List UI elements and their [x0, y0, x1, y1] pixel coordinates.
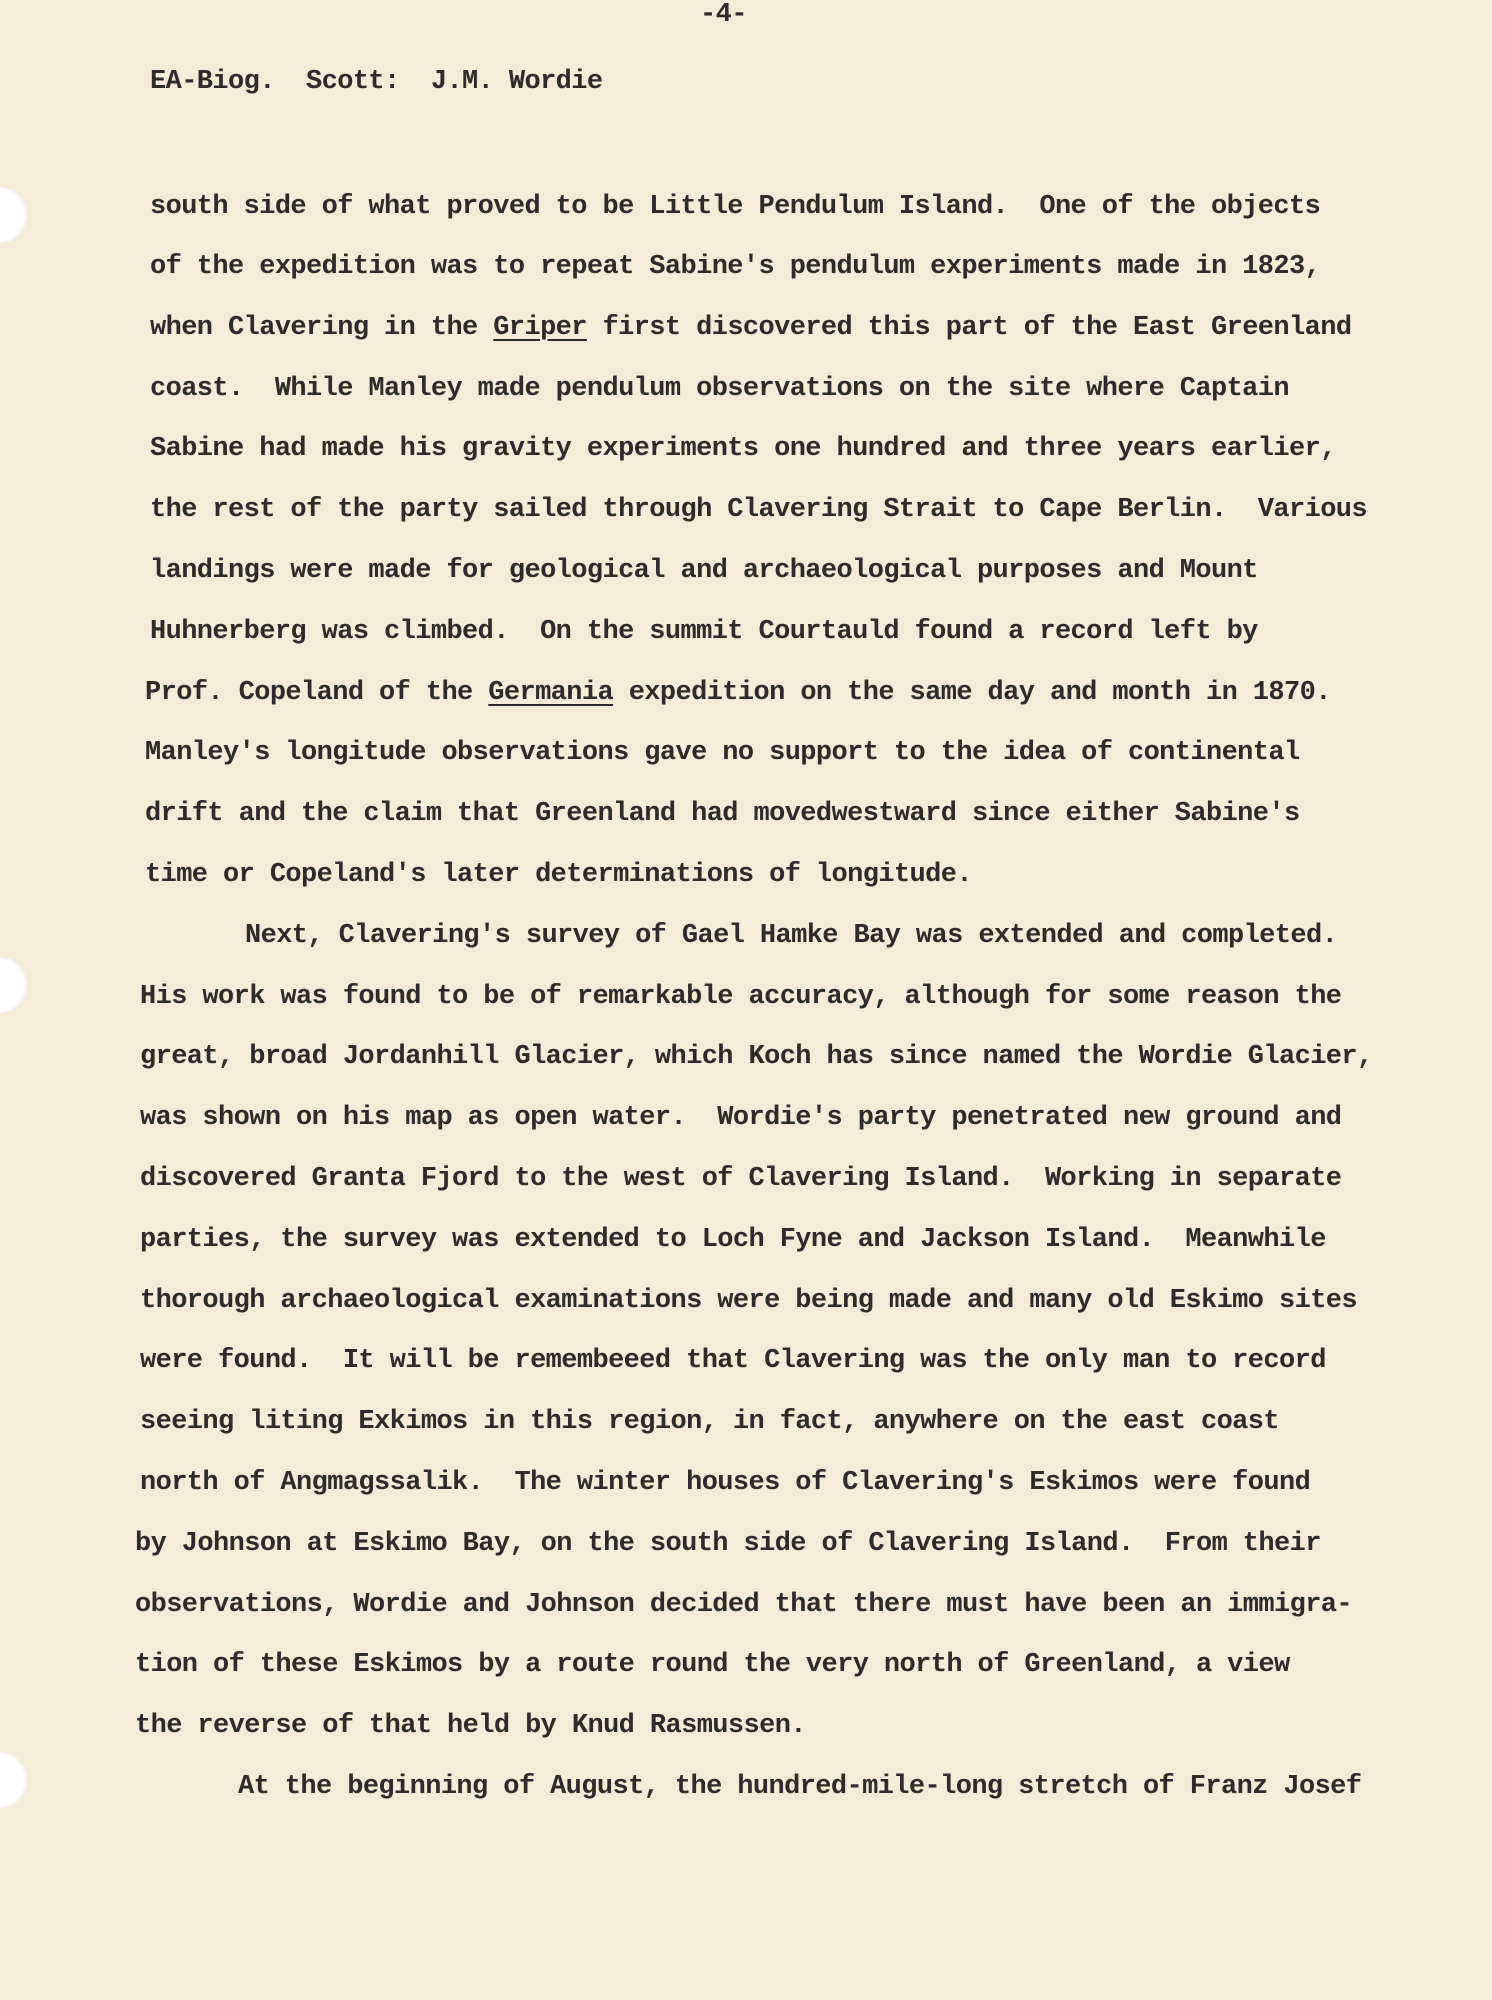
text-line [150, 434, 1336, 464]
text-span: by Johnson at Eskimo Bay, on the south side of Clavering Island. From their [135, 1529, 1321, 1559]
text-line [135, 1650, 1290, 1680]
text-line [245, 921, 1337, 951]
text-line [140, 1286, 1357, 1316]
text-span: the reverse of that held by Knud Rasmussen. [135, 1711, 806, 1741]
text-span: thorough archaeological examinations were being made and many old Eskimo sites [140, 1286, 1358, 1316]
text-span: parties, the survey was extended to Loch Fyne and Jackson Island. Meanwhile [140, 1225, 1326, 1255]
text-span: north of Angmagssalik. The winter houses of Clavering's Eskimos were found [140, 1468, 1311, 1498]
text-span: Huhnerberg was climbed. On the summit Courtauld found a record left by [150, 617, 1258, 647]
text-line [135, 1590, 1352, 1620]
text-span: time or Copeland's later determinations of longitude. [145, 860, 972, 890]
text-span: drift and the claim that Greenland had movedwestward since either Sabine's [145, 799, 1300, 829]
text-line [150, 313, 1351, 343]
text-line [140, 1346, 1326, 1376]
text-line [135, 1711, 806, 1741]
punch-hole-top [0, 187, 28, 243]
page-header: EA-Biog. Scott: J.M. Wordie [150, 67, 603, 97]
text-line [145, 738, 1300, 768]
text-line [140, 1407, 1279, 1437]
text-span: At the beginning of August, the hundred-mile-long stretch of Franz Josef [238, 1772, 1362, 1802]
text-span: Manley's longitude observations gave no support to the idea of continental [145, 738, 1300, 768]
punch-hole-middle [0, 957, 28, 1013]
text-span: coast. While Manley made pendulum observations on the site where Captain [150, 374, 1289, 404]
page-number: -4- [700, 0, 747, 30]
underlined-ship-name: Germania [488, 678, 614, 708]
text-span: was shown on his map as open water. Wordie's party penetrated new ground and [140, 1103, 1342, 1133]
text-span: when Clavering in the [150, 313, 494, 343]
text-span: Next, Clavering's survey of Gael Hamke Bay was extended and completed. [245, 921, 1338, 951]
text-span: great, broad Jordanhill Glacier, which Koch has since named the Wordie Glacier, [140, 1042, 1373, 1072]
text-line [140, 1225, 1326, 1255]
text-span: discovered Granta Fjord to the west of Clavering Island. Working in separate [140, 1164, 1342, 1194]
text-span: south side of what proved to be Little Pendulum Island. One of the objects [150, 192, 1321, 222]
text-span: first discovered this part of the East Greenland [586, 313, 1352, 343]
text-span: Sabine had made his gravity experiments one hundred and three years earlier, [150, 434, 1336, 464]
text-span: observations, Wordie and Johnson decided that there must have been an immigra- [135, 1590, 1353, 1620]
underlined-ship-name: Griper [493, 313, 587, 343]
punch-hole-bottom [0, 1752, 28, 1808]
text-line [140, 1468, 1310, 1498]
text-line [145, 799, 1300, 829]
text-line [150, 556, 1258, 586]
text-span: were found. It will be remembeeed that Clavering was the only man to record [140, 1346, 1326, 1376]
text-line [140, 1103, 1341, 1133]
text-line [150, 495, 1367, 525]
text-line [150, 374, 1289, 404]
text-span: tion of these Eskimos by a route round the very north of Greenland, a view [135, 1650, 1290, 1680]
text-span: the rest of the party sailed through Clavering Strait to Cape Berlin. Various [150, 495, 1368, 525]
text-span: landings were made for geological and archaeological purposes and Mount [150, 556, 1258, 586]
text-line [140, 1042, 1373, 1072]
text-line [135, 1529, 1321, 1559]
text-line [150, 192, 1320, 222]
text-span: seeing liting Exkimos in this region, in fact, anywhere on the east coast [140, 1407, 1279, 1437]
text-span: expedition on the same day and month in 1870. [613, 678, 1331, 708]
text-line [238, 1772, 1361, 1802]
text-line [140, 1164, 1341, 1194]
text-span: of the expedition was to repeat Sabine's pendulum experiments made in 1823, [150, 252, 1321, 282]
text-line [145, 678, 1331, 708]
text-line [150, 617, 1258, 647]
text-span: Prof. Copeland of the [145, 678, 489, 708]
text-line [150, 252, 1320, 282]
text-span: His work was found to be of remarkable accuracy, although for some reason the [140, 982, 1342, 1012]
text-line [145, 860, 972, 890]
text-line [140, 982, 1341, 1012]
